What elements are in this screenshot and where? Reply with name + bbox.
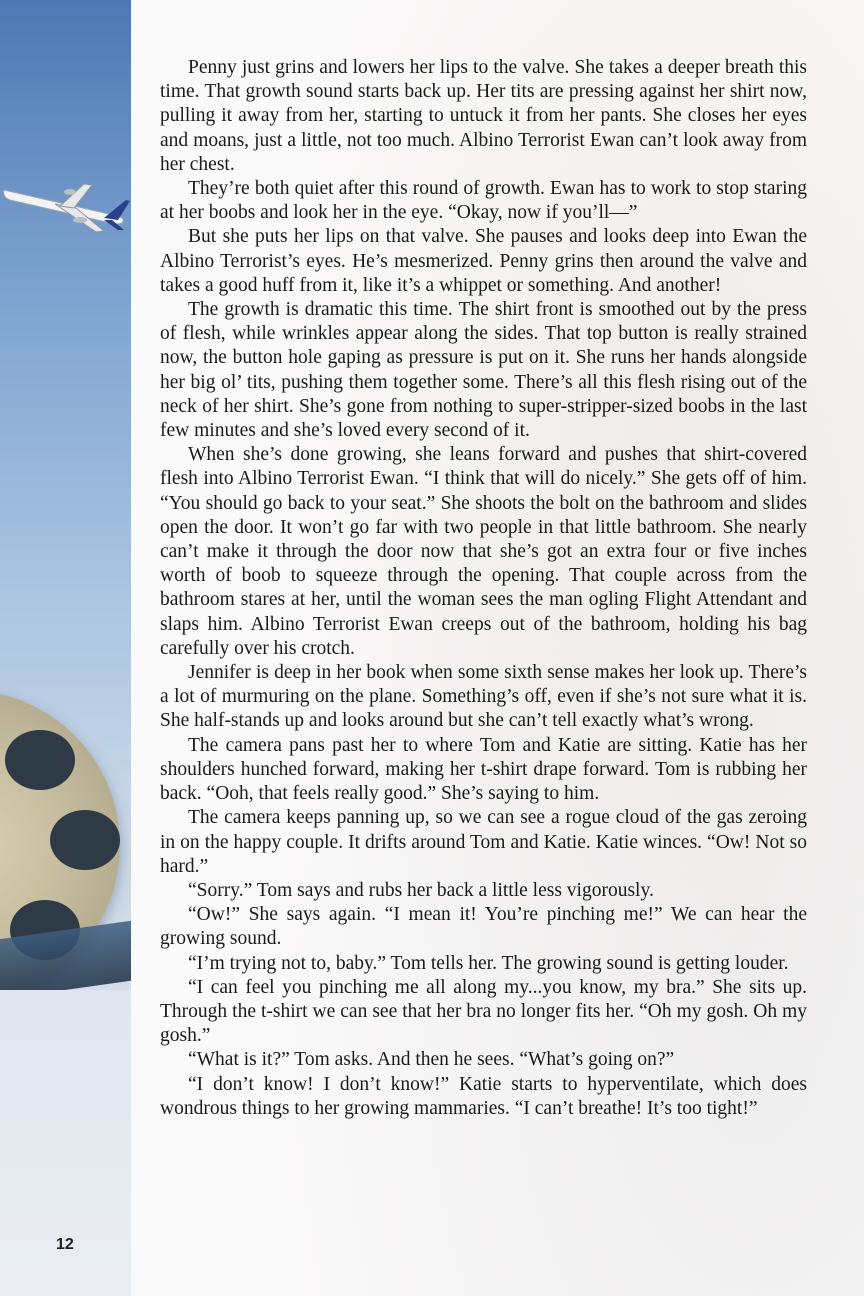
paragraph: “I’m trying not to, baby.” Tom tells her. The growing sound is getting louder. bbox=[188, 952, 789, 974]
paragraph: “I can feel you pinching me all along my...you know, my bra.” She sits up. Through the t-shirt we can see that her bra no longer fits her. “Oh my gosh. Oh my gosh.” bbox=[160, 976, 807, 1047]
paragraph: Penny just grins and lowers her lips to the valve. She takes a deeper breath this time. That growth sound starts back up. Her tits are pressing against her shirt now, pulling it away from her, starting to untuck it from her pants. She closes her eyes and moans, just a little, not too much. Albino Terrorist Ewan can’t look away from her chest. bbox=[160, 57, 807, 175]
paragraph: “Sorry.” Tom says and rubs her back a little less vigorously. bbox=[188, 879, 654, 901]
paragraph: The camera keeps panning up, so we can see a rogue cloud of the gas zeroing in on the happy couple. It drifts around Tom and Katie. Katie winces. “Ow! Not so hard.” bbox=[160, 807, 807, 877]
paragraph: Jennifer is deep in her book when some sixth sense makes her look up. There’s a lot of murmuring on the plane. Something’s off, even if she’s not sure what it is. She half-stands up and looks around but she can’t tell exactly what’s wrong. bbox=[160, 662, 807, 732]
paragraph: They’re both quiet after this round of growth. Ewan has to work to stop staring at her boobs and look her in the eye. “Okay, now if you’ll—” bbox=[160, 178, 807, 224]
decorative-sidebar bbox=[0, 0, 131, 1296]
paragraph: “Ow!” She says again. “I mean it! You’re pinching me!” We can hear the growing sound. bbox=[160, 904, 807, 950]
paragraph: “What is it?” Tom asks. And then he sees. “What’s going on?” bbox=[188, 1049, 675, 1071]
paragraph: “I don’t know! I don’t know!” Katie starts to hyperventilate, which does wondrous things to her growing mammaries. “I can’t breathe! It’s too tight!” bbox=[160, 1073, 807, 1119]
story-text bbox=[160, 56, 807, 1121]
page-number: 12 bbox=[56, 1236, 74, 1253]
paragraph: But she puts her lips on that valve. She pauses and looks deep into Ewan the Albino Terrorist’s eyes. He’s mesmerized. Penny grins then around the valve and takes a good huff from it, like it’s a whippet or something. And another! bbox=[160, 226, 807, 296]
paragraph: When she’s done growing, she leans forward and pushes that shirt-covered flesh into Albino Terrorist Ewan. “I think that will do nicely.” She gets off of him. “You should go back to your seat.” She shoots the bolt on the bathroom and slides open the door. It won’t go far with two people in that little bathroom. She nearly can’t make it through the door now that she’s got an extra four or five inches worth of boob to squeeze through the opening. That couple across from the bathroom stares at her, until the woman sees the man ogling Flight Attendant and slaps him. Albino Terrorist Ewan creeps out of the bathroom, holding his bag carefully over his crotch. bbox=[160, 444, 807, 659]
paragraph: The growth is dramatic this time. The shirt front is smoothed out by the press of flesh, while wrinkles appear along the sides. That top button is really strained now, the button hole gaping as pressure is put on it. She runs her hands alongside her big ol’ tits, pushing them together some. There’s all this flesh rising out of the neck of her shirt. She’s gone from nothing to super-stripper-sized boobs in the last few minutes and she’s loved every second of it. bbox=[160, 299, 807, 442]
paragraph: The camera pans past her to where Tom and Katie are sitting. Katie has her shoulders hunched forward, making her t-shirt drape forward. Tom is rubbing her back. “Ooh, that feels really good.” She’s saying to him. bbox=[160, 734, 807, 805]
airplane-icon bbox=[0, 170, 130, 240]
